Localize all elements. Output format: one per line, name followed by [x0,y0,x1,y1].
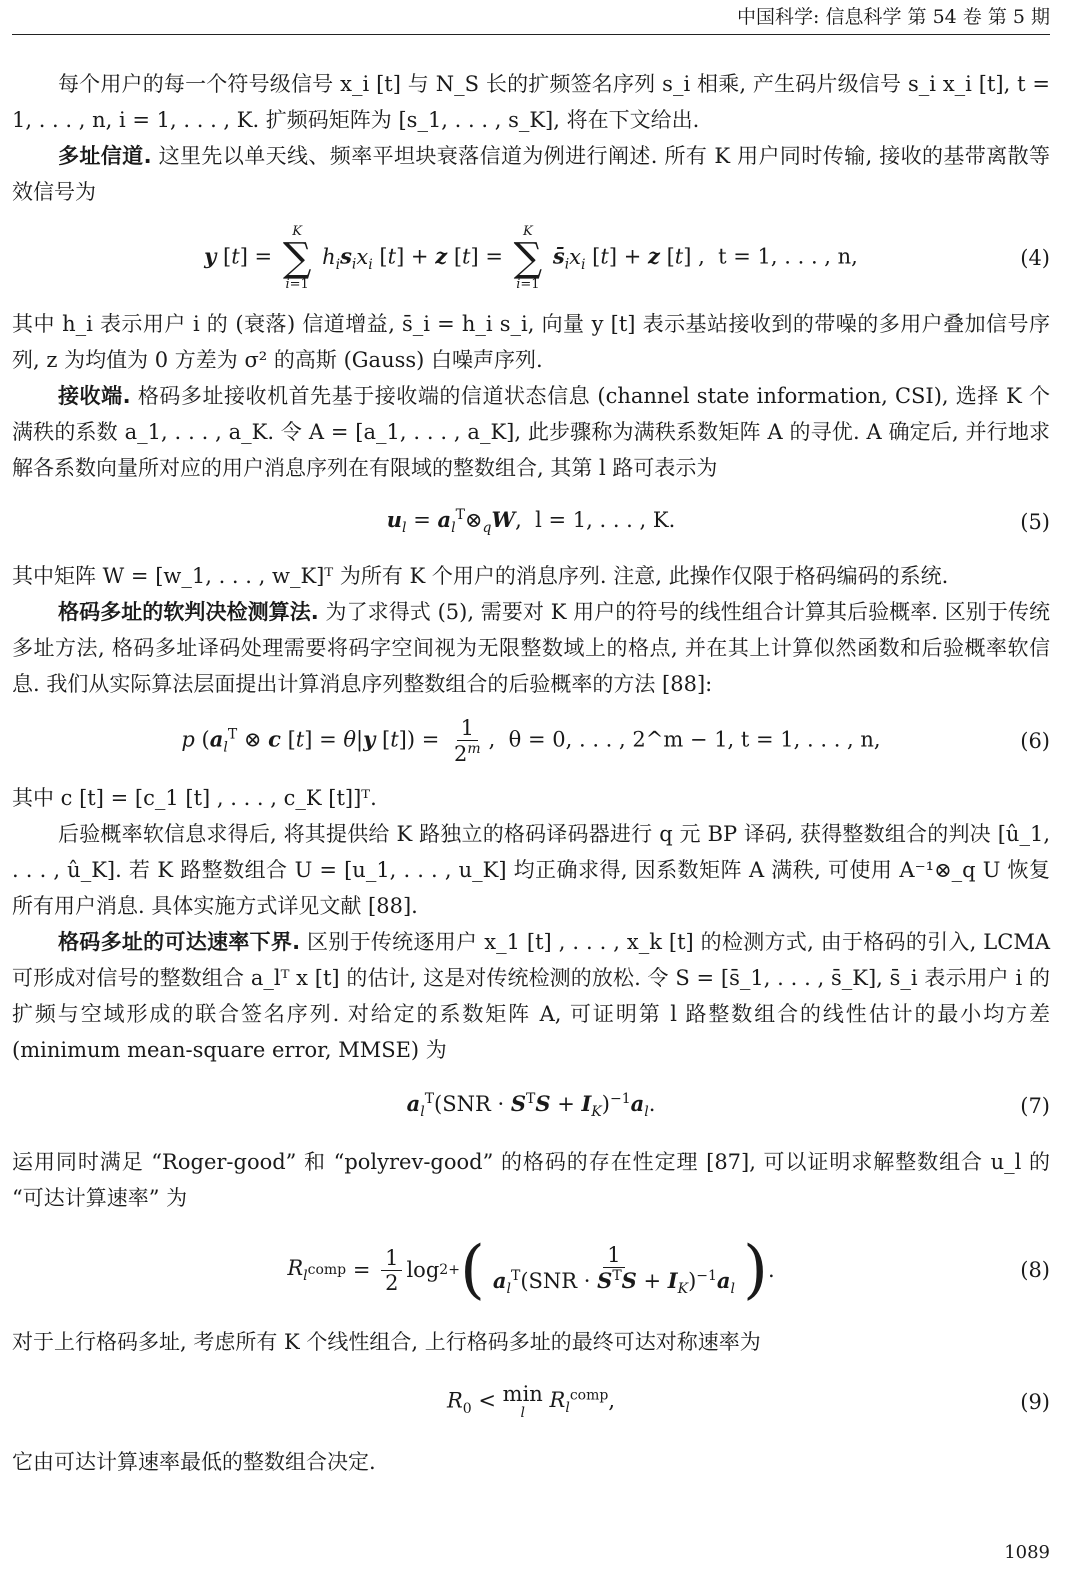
paragraph-10: 运用同时满足 “Roger-good” 和 “polyrev-good” 的格码的存在性定理 [87], 可以证明求解整数组合 u_l 的 “可达计算速率” 为 [12,1150,1050,1210]
equation-9: $R_0 < \min$ l $R_l^{comp}$, (9) [446,1381,1050,1421]
section-title-achievable-rate: 格码多址的可达速率下界. [58,930,301,954]
paragraph-receiver [12,378,1050,486]
equation-7: $a_l^T(SNR \cdot S^TS + I_K)^{-1}a_l$. (7) [406,1091,1050,1121]
paragraph-soft-detection [12,594,1050,702]
equation-number-9: (9) [1020,1390,1050,1414]
equation-4-range: t = 1, . . . , n, [718,244,858,269]
section-title-multiaccess-channel: 多址信道. [58,144,152,168]
section-title-receiver: 接收端. [58,384,131,408]
equation-6-range: θ = 0, . . . , 2^m − 1, t = 1, . . . , n, [508,727,881,752]
equation-5-range: l = 1, . . . , K. [535,508,676,533]
paragraph-9-body: 区别于传统逐用户 x_1 [t] , . . . , x_k [t] 的检测方式, 由于格码的引入, LCMA 可形成对信号的整数组合 a_lᵀ x [t] 的估计, 这是对传统检测的放松. 令 S = [s̄_1, . . . , s̄_K], s̄_i 表示用户 i 的扩频与空域形成的联合签名序列. 对给定的系数矩阵 A, 可证明第 l 路整数组合的线性估计的最小均方差 (minimum mean-square error, MMSE) 为 [12,930,1050,1062]
section-title-soft-detection: 格码多址的软判决检测算法. [58,600,319,624]
equation-4: y [t] = K ∑ i=1 $h_is_ix_i$ [t] + z [t] = K ∑ i=1 $s̄_ix_i$ [t] + z [t] , t = 1, . . . , n, (4) [204,224,1050,292]
equation-5: $u_l$ = $a_l^T\otimes_qW$, l = 1, . . . , K. (5) [386,507,1050,537]
paragraph-8: 后验概率软信息求得后, 将其提供给 K 路独立的格码译码器进行 q 元 BP 译码, 获得整数组合的判决 [û_1, . . . , û_K]. 若 K 路整数组合 U = [u_1, . . . , u_K] 均正确求得, 因系数矩阵 A 满秩, 可使用 A⁻¹⊗_q U 恢复所有用户消息. 具体实施方式详见文献 [88]. [12,822,1050,918]
paragraph-multiaccess-channel [12,138,1050,210]
equation-number-6: (6) [1020,729,1050,753]
page-number: 1089 [1004,1542,1050,1563]
paragraph-4-body: 格码多址接收机首先基于接收端的信道状态信息 (channel state information, CSI), 选择 K 个满秩的系数 a_1, . . . , a_K. 令 A = [a_1, . . . , a_K], 此步骤称为满秩系数矩阵 A 的寻优. A 确定后, 并行地求解各系数向量所对应的用户消息序列在有限域的整数组合, 其第 l 路可表示为 [12,384,1050,480]
equation-number-5: (5) [1020,510,1050,534]
paragraph-1: 每个用户的每一个符号级信号 x_i [t] 与 N_S 长的扩频签名序列 s_i 相乘, 产生码片级信号 s_i x_i [t], t = 1, . . . , n, i = 1, . . . , K. 扩频码矩阵为 [s_1, . . . , s_K], 将在下文给出. [12,72,1050,132]
running-header [12,4,1050,35]
paragraph-achievable-rate [12,924,1050,1068]
paragraph-3: 其中 h_i 表示用户 i 的 (衰落) 信道增益, s̄_i = h_i s_i, 向量 y [t] 表示基站接收到的带噪的多用户叠加信号序列, z 为均值为 0 方差为 σ² 的高斯 (Gauss) 白噪声序列. [12,312,1050,372]
page-body [12,66,1050,1480]
journal-header-text: 中国科学: 信息科学 第 54 卷 第 5 期 [737,6,1050,28]
paragraph-11: 对于上行格码多址, 考虑所有 K 个线性组合, 上行格码多址的最终可达对称速率为 [12,1330,761,1354]
equation-number-8: (8) [1020,1258,1050,1282]
paragraph-6-body: 为了求得式 (5), 需要对 K 用户的符号的线性组合计算其后验概率. 区别于传统多址方法, 格码多址译码处理需要将码字空间视为无限整数域上的格点, 并在其上计算似然函数和后验概率软信息. 我们从实际算法层面提出计算消息序列整数组合的后验概率的方法 [88]: [12,600,1050,696]
equation-number-4: (4) [1020,246,1050,270]
paragraph-2-body: 这里先以单天线、频率平坦块衰落信道为例进行阐述. 所有 K 用户同时传输, 接收的基带离散等效信号为 [12,144,1050,204]
equation-8: $R_l$ comp = $\frac{1}{2}$ log 2 + ( $\frac{1}{a_l^T(SNR \cdot S^TS + I_K)^{-1}a_l}$ ) . (8) [287,1233,1050,1307]
equation-6: p ($a_l^T$ ⊗ c [t] = θ|y [t]) = $\frac{1}{2^m}$ , θ = 0, . . . , 2^m − 1, t = 1, . . . , n, (6) [181,716,1050,766]
paragraph-5: 其中矩阵 W = [w_1, . . . , w_K]ᵀ 为所有 K 个用户的消息序列. 注意, 此操作仅限于格码编码的系统. [12,564,949,588]
paragraph-7: 其中 c [t] = [c_1 [t] , . . . , c_K [t]]ᵀ. [12,786,377,810]
equation-number-7: (7) [1020,1094,1050,1118]
paragraph-12: 它由可达计算速率最低的整数组合决定. [12,1450,376,1474]
